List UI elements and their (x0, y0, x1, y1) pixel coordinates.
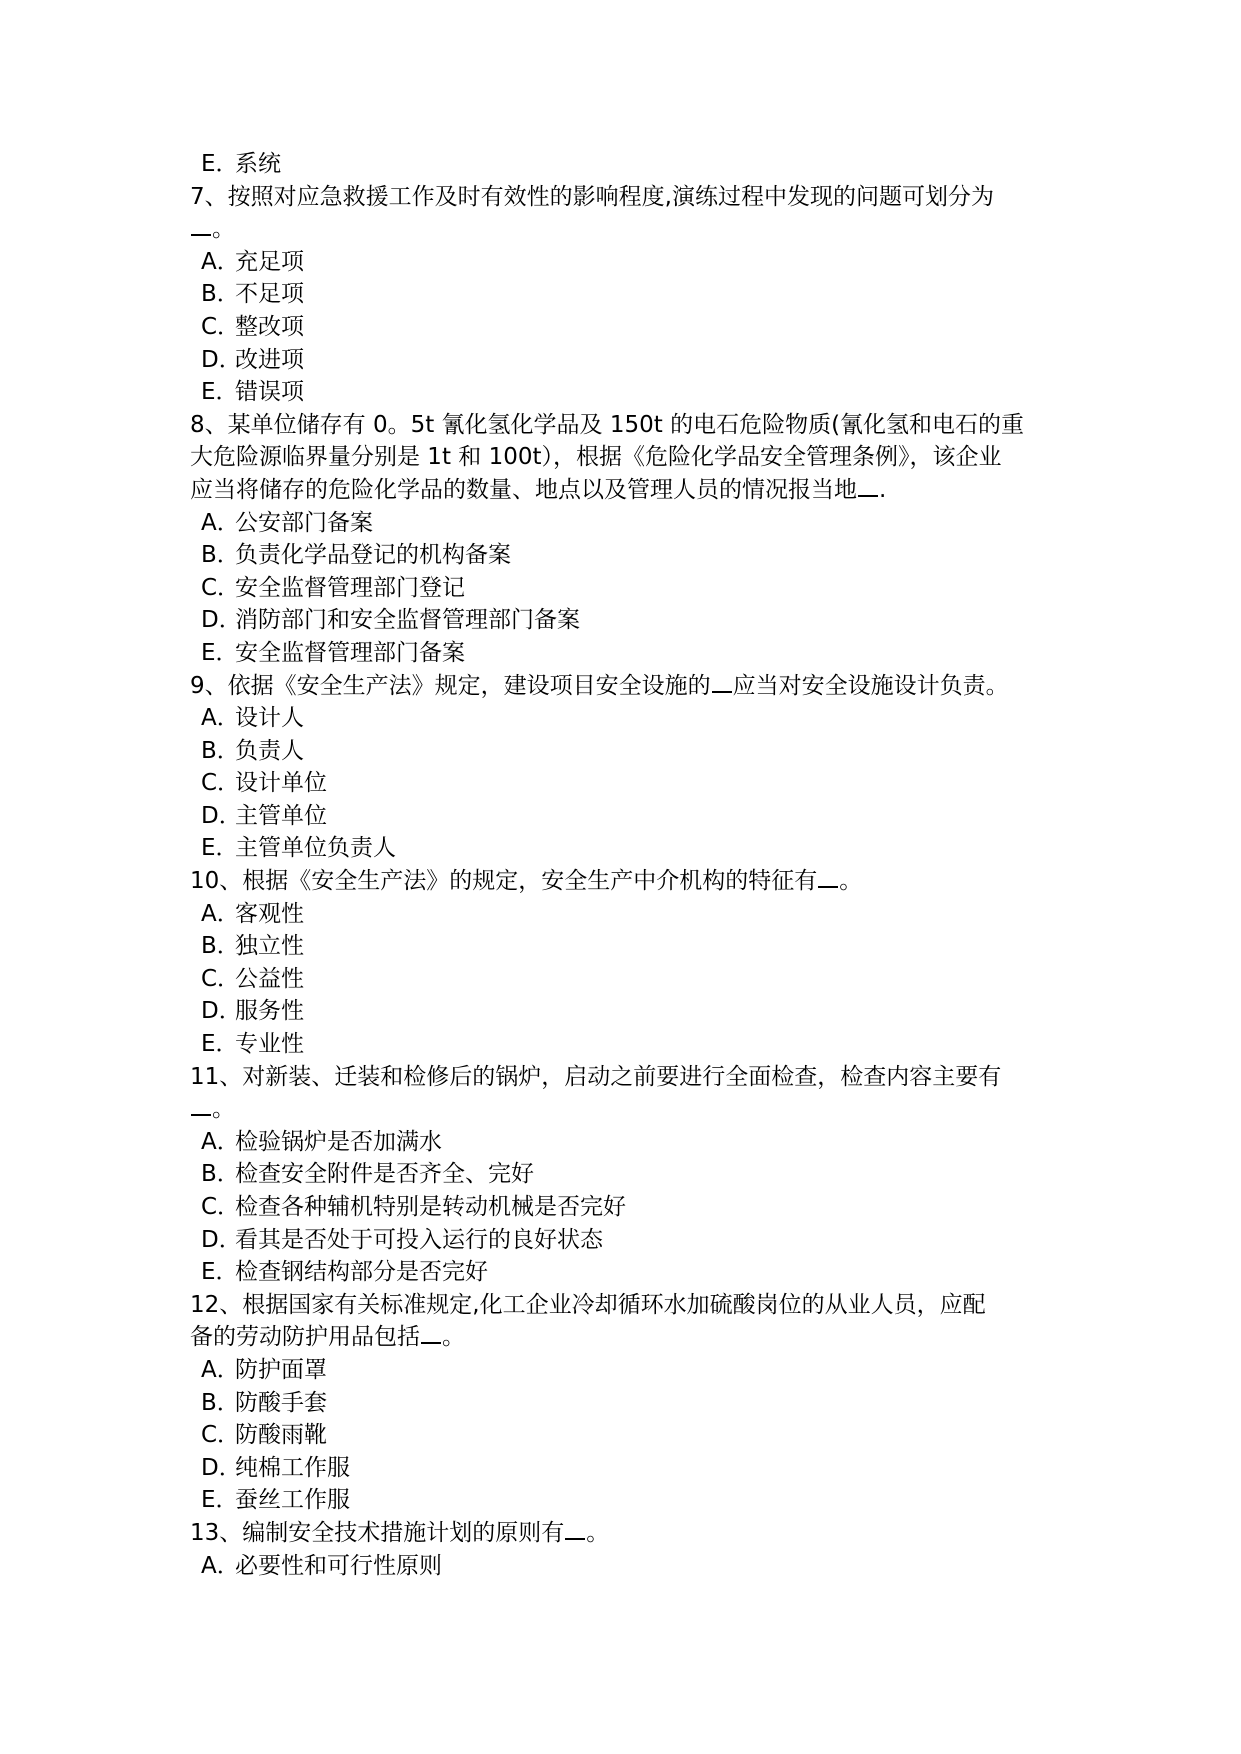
question-text: 。 (442, 1324, 465, 1351)
answer-option (190, 767, 1070, 800)
answer-option (190, 1028, 1070, 1061)
question-text: 。 (839, 868, 863, 895)
answer-option (190, 311, 1070, 344)
option-letter: B． (201, 1389, 240, 1416)
answer-blank (818, 868, 838, 888)
answer-option (190, 1354, 1070, 1387)
question-block (190, 409, 1070, 670)
question-block (190, 1061, 1070, 1289)
option-text: 纯棉工作服 (235, 1454, 350, 1481)
answer-option (190, 344, 1070, 377)
option-text: 防酸手套 (235, 1389, 327, 1416)
option-letter: D． (201, 802, 242, 829)
answer-option (190, 735, 1070, 768)
question-text: . (879, 476, 887, 503)
option-text: 安全监督管理部门备案 (235, 639, 465, 666)
question-block (190, 1517, 1070, 1582)
option-text: 改进项 (235, 346, 304, 373)
answer-option (190, 604, 1070, 637)
option-text: 安全监督管理部门登记 (235, 574, 465, 601)
option-text: 负责化学品登记的机构备案 (235, 542, 511, 569)
option-text: 错误项 (235, 379, 304, 406)
option-letter: D． (201, 346, 242, 373)
option-text: 防护面罩 (235, 1356, 327, 1383)
option-text: 负责人 (235, 737, 304, 764)
answer-option (190, 1158, 1070, 1191)
answer-option (190, 572, 1070, 605)
option-text: 消防部门和安全监督管理部门备案 (235, 607, 580, 634)
option-text: 检查钢结构部分是否完好 (235, 1259, 488, 1286)
question-text-line (190, 1061, 1070, 1094)
answer-option (190, 963, 1070, 996)
answer-option (190, 539, 1070, 572)
answer-blank (565, 1520, 585, 1540)
option-text: 防酸雨靴 (235, 1422, 327, 1449)
option-text: 专业性 (235, 1031, 304, 1058)
question-text: 7、按照对应急救援工作及时有效性的影响程度,演练过程中发现的问题可划分为 (190, 183, 994, 210)
option-letter: B． (201, 281, 240, 308)
question-block (190, 181, 1070, 409)
question-text: 11、对新装、迁装和检修后的锅炉，启动之前要进行全面检查，检查内容主要有 (190, 1063, 1002, 1090)
option-letter: C． (201, 313, 241, 340)
question-text-line (190, 409, 1070, 442)
option-letter: E． (201, 379, 239, 406)
question-text: 。 (212, 1096, 235, 1123)
option-text: 检验锅炉是否加满水 (235, 1128, 442, 1155)
question-text-line (190, 1289, 1070, 1322)
option-letter: B． (201, 1161, 240, 1188)
option-letter: D． (201, 1226, 242, 1253)
option-text: 不足项 (235, 281, 304, 308)
option-letter: E． (201, 639, 239, 666)
option-letter: C． (201, 770, 241, 797)
question-text-line (190, 181, 1070, 214)
answer-option (190, 1387, 1070, 1420)
option-letter: A． (201, 705, 240, 732)
option-text: 服务性 (235, 998, 304, 1025)
option-text: 检查各种辅机特别是转动机械是否完好 (235, 1194, 626, 1220)
option-letter: D． (201, 1454, 242, 1481)
option-letter: A． (201, 1552, 240, 1579)
answer-blank (712, 673, 732, 693)
option-letter: D． (201, 998, 242, 1025)
option-letter: B． (201, 933, 240, 960)
option-letter: B． (201, 542, 240, 569)
answer-blank (858, 477, 878, 497)
question-text: 应当将储存的危险化学品的数量、地点以及管理人员的情况报当地 (190, 476, 857, 503)
option-letter: E． (201, 151, 239, 177)
answer-option (190, 1419, 1070, 1452)
question-text-line (190, 1517, 1070, 1550)
option-letter: C． (201, 1422, 241, 1449)
option-letter: E． (201, 1259, 239, 1286)
option-text: 检查安全附件是否齐全、完好 (235, 1161, 534, 1188)
answer-option (190, 702, 1070, 735)
answer-option (190, 1224, 1070, 1257)
answer-option (190, 1256, 1070, 1289)
option-text: 主管单位负责人 (235, 835, 396, 862)
question-text: 8、某单位储存有 0。5t 氰化氢化学品及 150t 的电石危险物质(氰化氢和电石的重 (190, 411, 1025, 438)
option-text: 公益性 (235, 965, 304, 992)
answer-blank (191, 216, 211, 236)
question-block (190, 865, 1070, 1061)
option-letter: C． (201, 965, 241, 992)
question-text: 10、根据《安全生产法》的规定，安全生产中介机构的特征有 (190, 868, 818, 895)
option-letter: C． (201, 1194, 241, 1220)
option-text: 独立性 (235, 933, 304, 960)
option-letter: A． (201, 509, 240, 536)
answer-option (190, 1191, 1070, 1224)
question-text: 备的劳动防护用品包括 (190, 1324, 420, 1351)
answer-option (190, 995, 1070, 1028)
option-letter: A． (201, 1128, 240, 1155)
answer-option (190, 898, 1070, 931)
question-text: 大危险源临界量分别是 1t 和 100t），根据《危险化学品安全管理条例》，该企业 (190, 444, 1002, 471)
option-letter: D． (201, 607, 242, 634)
option-text: 蚕丝工作服 (235, 1487, 350, 1514)
answer-option (190, 278, 1070, 311)
question-text-line (190, 1321, 1070, 1354)
answer-option (190, 1126, 1070, 1159)
answer-option (190, 376, 1070, 409)
answer-blank (421, 1324, 441, 1344)
option-letter: C． (201, 574, 241, 601)
option-text: 系统 (235, 151, 281, 177)
answer-option (190, 832, 1070, 865)
answer-option (190, 148, 1070, 181)
answer-option (190, 246, 1070, 279)
option-letter: A． (201, 900, 240, 927)
option-text: 必要性和可行性原则 (235, 1552, 442, 1579)
answer-blank (191, 1096, 211, 1116)
question-text-line (190, 213, 1070, 246)
question-text-line (190, 865, 1070, 898)
answer-option (190, 930, 1070, 963)
option-text: 整改项 (235, 313, 304, 340)
question-text: 9、依据《安全生产法》规定，建设项目安全设施的 (190, 672, 711, 699)
option-text: 充足项 (235, 248, 304, 275)
option-letter: A． (201, 248, 240, 275)
option-letter: E． (201, 1031, 239, 1058)
answer-option (190, 800, 1070, 833)
option-text: 设计单位 (235, 770, 327, 797)
option-text: 设计人 (235, 705, 304, 732)
question-text: 。 (212, 216, 235, 243)
question-text-line (190, 474, 1070, 507)
answer-option (190, 507, 1070, 540)
question-text: 应当对安全设施设计负责。 (732, 672, 1009, 699)
option-letter: E． (201, 1487, 239, 1514)
answer-option (190, 1484, 1070, 1517)
question-block (190, 670, 1070, 866)
option-text: 公安部门备案 (235, 509, 373, 536)
option-text: 看其是否处于可投入运行的良好状态 (235, 1226, 603, 1253)
answer-option (190, 1550, 1070, 1583)
question-text-line (190, 1093, 1070, 1126)
answer-option (190, 1452, 1070, 1485)
question-text: 12、根据国家有关标准规定,化工企业冷却循环水加硫酸岗位的从业人员，应配 (190, 1291, 986, 1318)
option-letter: E． (201, 835, 239, 862)
option-text: 客观性 (235, 900, 304, 927)
option-text: 主管单位 (235, 802, 327, 829)
question-text-line (190, 670, 1070, 703)
option-letter: B． (201, 737, 240, 764)
option-letter: A． (201, 1356, 240, 1383)
question-text: 。 (586, 1519, 610, 1546)
question-text: 13、编制安全技术措施计划的原则有 (190, 1519, 565, 1546)
document-page (190, 148, 1070, 1582)
question-block (190, 1289, 1070, 1517)
answer-option (190, 637, 1070, 670)
question-text-line (190, 441, 1070, 474)
question-block (190, 148, 1070, 181)
